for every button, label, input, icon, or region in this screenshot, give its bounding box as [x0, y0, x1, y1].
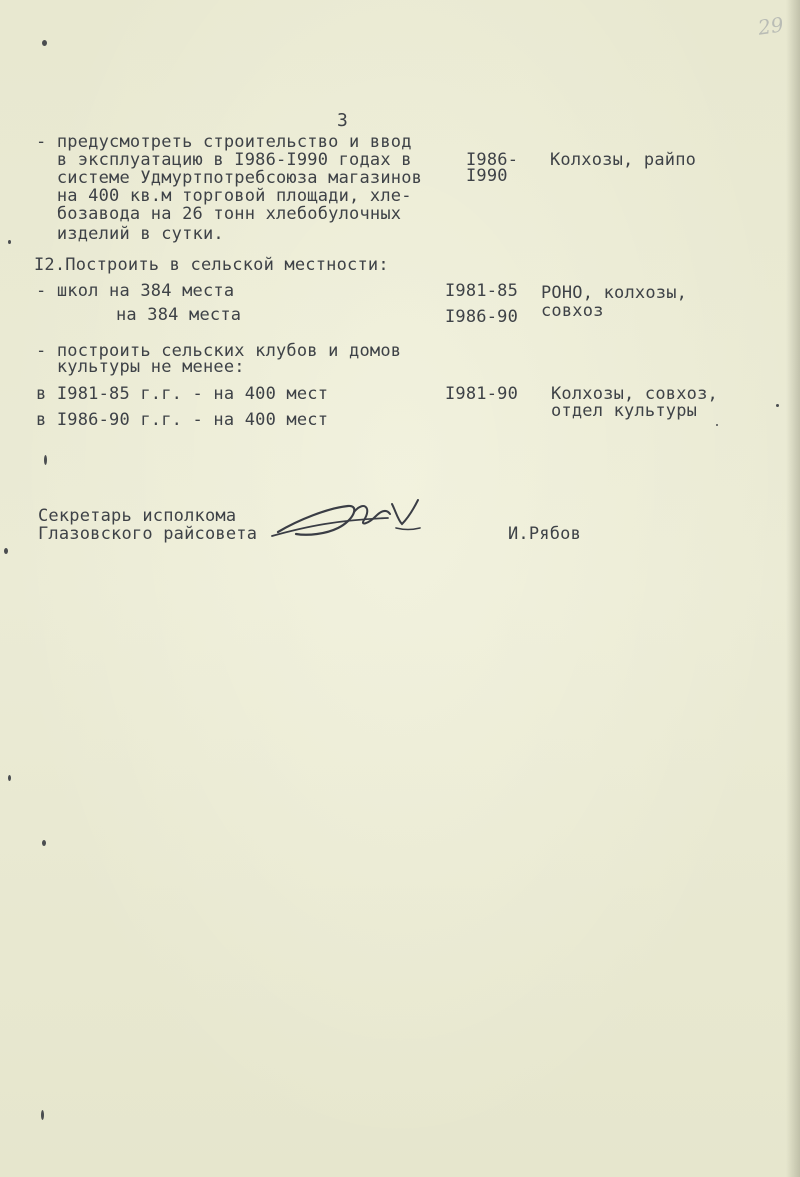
ink-speck [8, 240, 11, 244]
item-12-heading: I2.Построить в сельской местности: [34, 255, 389, 275]
ink-speck [716, 424, 718, 426]
handwritten-signature [268, 490, 428, 550]
item-a-line-4: на 400 кв.м торговой площади, хле- [36, 186, 412, 206]
item-a-line-6: изделий в сутки. [36, 224, 224, 244]
ink-speck [42, 840, 46, 846]
schools-responsible-1: РОНО, колхозы, [541, 283, 688, 303]
item-a-line-2: в эксплуатацию в I986-I990 годах в [36, 150, 412, 170]
ink-speck [776, 404, 779, 407]
clubs-responsible-1: Колхозы, совхоз, [551, 384, 718, 404]
item-a-term-1: I986- [466, 150, 519, 170]
archive-number: 29 [756, 12, 785, 40]
schools-line-2: на 384 места [116, 305, 242, 325]
item-a-line-1: - предусмотреть строительство и ввод [36, 132, 412, 152]
page-number: 3 [337, 110, 349, 131]
signatory-title-1: Секретарь исполкома [38, 506, 237, 526]
clubs-term: I981-90 [445, 384, 519, 404]
clubs-responsible-2: отдел культуры [551, 401, 698, 421]
item-a-term-2: I990 [466, 166, 508, 186]
signatory-title-2: Глазовского райсовета [38, 524, 258, 544]
ink-speck [42, 40, 47, 46]
clubs-period-1: в I981-85 г.г. - на 400 мест [36, 384, 329, 404]
ink-speck [41, 1110, 44, 1120]
clubs-line-1: - построить сельских клубов и домов [36, 341, 402, 361]
signatory-name: И.Рябов [508, 524, 582, 544]
clubs-period-2: в I986-90 г.г. - на 400 мест [36, 410, 329, 430]
ink-speck [4, 548, 8, 554]
clubs-line-2: культуры не менее: [36, 357, 245, 377]
item-a-responsible: Колхозы, райпо [550, 150, 697, 170]
schools-term-1: I981-85 [445, 281, 519, 301]
ink-speck [44, 455, 47, 465]
schools-term-2: I986-90 [445, 307, 519, 327]
item-a-line-5: бозавода на 26 тонн хлебобулочных [36, 204, 402, 224]
schools-line-1: - школ на 384 места [36, 281, 235, 301]
page-edge-shadow [786, 0, 800, 1177]
ink-speck [8, 775, 11, 781]
schools-responsible-2: совхоз [541, 301, 604, 321]
item-a-line-3: системе Удмуртпотребсоюза магазинов [36, 168, 423, 188]
